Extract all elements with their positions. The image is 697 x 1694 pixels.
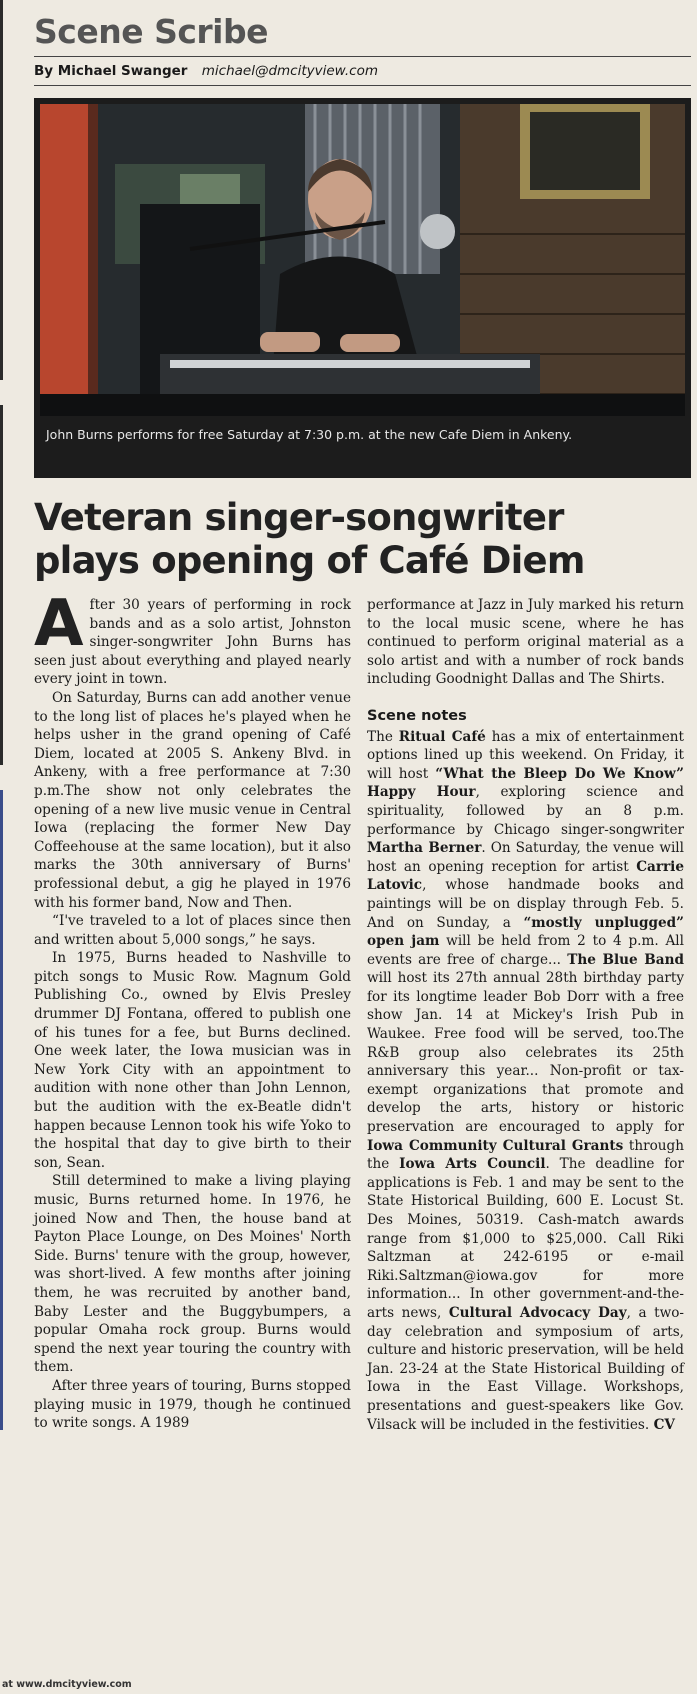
organization-name: Iowa Arts Council (399, 1156, 546, 1173)
photo-caption: John Burns performs for free Saturday at 7:30 p.m. at the new Cafe Diem in Ankeny. (46, 427, 573, 442)
drop-cap: A (34, 587, 84, 661)
page-edge-rule (0, 0, 3, 380)
page-edge-rule (0, 790, 3, 1430)
byline (34, 56, 691, 86)
page-edge-rule (0, 405, 3, 765)
paragraph: On Saturday, Burns can add another venue to the long list of places he's played when he helps usher in the grand opening of Café Diem, located at 2005 S. Ankeny Blvd. in Ankeny, with a free performance at 7:30 p.m.The show not only celebrates the opening of a new live music venue in Central Iowa (replacing the former New Day Coffeehouse at the same location), but it also marks the 30th anniversary of Burns' professional debut, a gig he played in 1976 with his former band, Now and Then. (34, 689, 351, 911)
text-run: through the (367, 1137, 684, 1173)
scene-notes-body (367, 728, 684, 1435)
headline-line-1: Veteran singer-songwriter (34, 496, 564, 539)
text-run: . The deadline for applications is Feb. 1 and may be sent to the State Historical Building, 600 E. Locust St. Des Moines, 50319. Cash-match awards range from $1,000 to $25,000. Call Riki Saltzman at 242-6195 or e-mail Riki.Saltzman@iowa.gov for more information... In other government-and-the-arts news, (367, 1156, 684, 1321)
article-columns (34, 587, 691, 1434)
artist-name: Martha Berner (367, 840, 482, 857)
photo-block (34, 98, 691, 478)
text-run: will host its 27th annual 28th birthday party for its longtime leader Bob Dorr with a free show Jan. 14 at Mickey's Irish Pub in Waukee. Free food will be served, too.The R&B group also celebrates its 25th anniversary this year... Non-profit or tax-exempt organizations that promote and develop the arts, history or historic preservation are encouraged to apply for (367, 970, 684, 1136)
text-run: . On Saturday, the venue will host an opening reception for artist (367, 840, 684, 875)
paragraph: “I've traveled to a lot of places since then and written about 5,000 songs,” he says. (34, 913, 351, 948)
paragraph-text: fter 30 years of performing in rock bands and as a solo artist, Johnston singer-songwriter John Burns has seen just about everything and played nearly every joint in town. (34, 597, 351, 688)
column-title: Scene Scribe (34, 12, 268, 51)
article-page (34, 8, 691, 1434)
paragraph: Still determined to make a living playing music, Burns returned home. In 1976, he joined Now and Then, the house band at Payton Place Lounge, on Des Moines' North Side. Burns' tenure with the group, however, was short-lived. A few months after joining them, he was recruited by another band, Baby Lester and the Buggybumpers, a popular Omaha rock group. Burns would spend the next year touring the country with them. (34, 1173, 351, 1376)
program-name: Iowa Community Cultural Grants (367, 1137, 624, 1154)
band-name: The Blue Band (567, 951, 684, 968)
scene-notes-heading: Scene notes (367, 707, 467, 724)
text-run: has a mix of entertainment options lined up this weekend. On Friday, it will host (367, 728, 684, 782)
event-name: “mostly unplugged” open jam (367, 914, 684, 950)
artist-name: Carrie Latovic (367, 858, 684, 894)
text-run: , whose handmade books and paintings will be on display through Feb. 5. And on Sunday, a (367, 877, 684, 931)
headline (34, 496, 691, 582)
venue-name: Ritual Café (398, 728, 486, 745)
paragraph: performance at Jazz in July marked his return to the local music scene, where he has continued to perform original material as a solo artist and with a number of rock bands including Goodnight Dallas and The Shirts. (367, 597, 684, 688)
end-mark: CV (653, 1416, 675, 1433)
article-column-right (367, 596, 684, 1434)
footer-url: at www.dmcityview.com (2, 1679, 132, 1690)
performer-photo-illustration (40, 104, 685, 416)
event-name: Cultural Advocacy Day (448, 1304, 627, 1321)
author-name: By Michael Swanger (34, 63, 188, 79)
article-column-left (34, 587, 351, 1434)
paragraph (34, 587, 351, 689)
performer-photo (40, 104, 685, 416)
text-run: The (367, 728, 399, 745)
text-run: , exploring science and spirituality, followed by an 8 p.m. performance by Chicago singer-songwriter (367, 784, 684, 838)
paragraph: After three years of touring, Burns stopped playing music in 1979, though he continued to write songs. A 1989 (34, 1377, 351, 1432)
event-name: “What the Bleep Do We Know” Happy Hour (367, 765, 684, 801)
author-email: michael@dmcityview.com (201, 63, 378, 79)
headline-line-2: plays opening of Café Diem (34, 539, 585, 582)
paragraph: In 1975, Burns headed to Nashville to pitch songs to Music Row. Magnum Gold Publishing Co., owned by Elvis Presley drummer DJ Fontana, offered to publish one of his tunes for a fee, but Burns declined. One week later, the Iowa musician was in New York City with an appointment to audition with none other than John Lennon, but the audition with the ex-Beatle didn't happen because Lennon took his wife Yoko to the hospital that day to give birth to their son, Sean. (34, 950, 351, 1171)
text-run: will be held from 2 to 4 p.m. All events are free of charge... (367, 933, 684, 968)
text-run: , a two-day celebration and symposium of arts, culture and historic preservation, will be held Jan. 23-24 at the State Historical Building of Iowa in the East Village. Workshops, presentations and guest-speakers like Gov. Vilsack will be included in the festivities. (367, 1304, 684, 1433)
